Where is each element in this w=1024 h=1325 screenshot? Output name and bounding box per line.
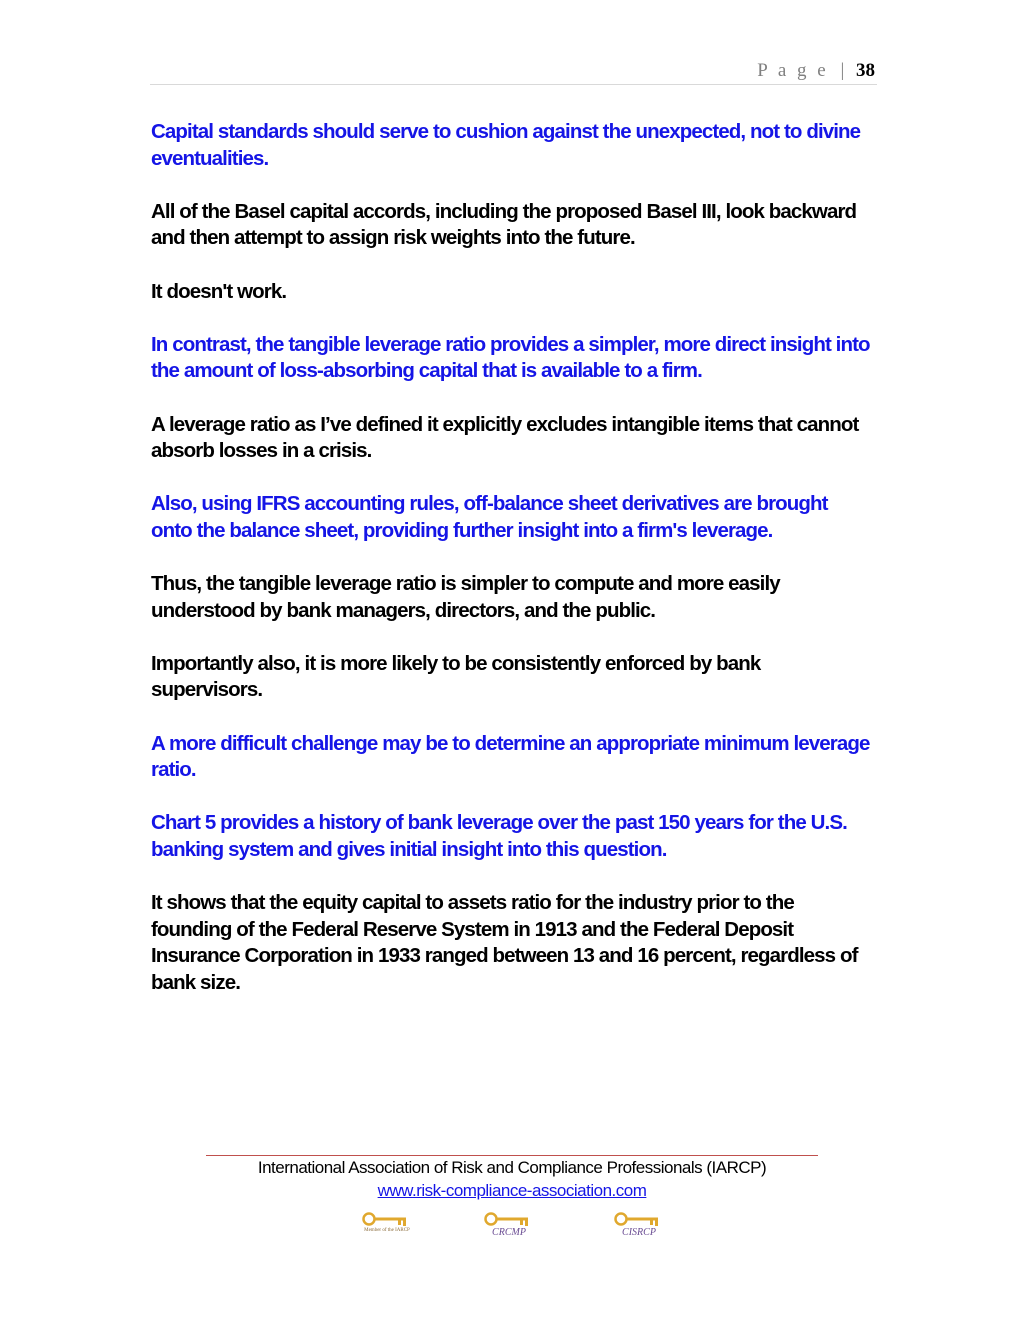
paragraph: It doesn't work. [151,279,287,303]
page-header [150,58,877,85]
logo-label: CISRCP [622,1227,656,1238]
page-number [757,60,875,82]
key-icon [484,1212,534,1228]
paragraph: All of the Basel capital accords, including the proposed Basel III, look backward and then attempt to assign risk weights into the future. [151,199,857,250]
page-number-value: 38 [856,60,875,81]
footer-website-link[interactable]: www.risk-compliance-association.com [377,1181,647,1200]
paragraph: Also, using IFRS accounting rules, off-balance sheet derivatives are brought onto the balance sheet, providing further insight into a firm's leverage. [151,492,828,542]
logo-label: CRCMP [492,1227,526,1238]
crcmp-logo [484,1212,534,1242]
iarcp-member-logo [362,1212,412,1242]
paragraph: A leverage ratio as I’ve defined it explicitly excludes intangible items that cannot absorb losses in a crisis. [151,412,859,463]
paragraph: Thus, the tangible leverage ratio is simpler to compute and more easily understood by bank managers, directors, and the public. [151,572,780,622]
page-label: P a g e [757,60,829,81]
paragraph: Importantly also, it is more likely to be consistently enforced by bank supervisors. [151,651,761,702]
logo-label: Member of the IARCP [364,1228,410,1233]
footer-organization: International Association of Risk and Compliance Professionals (IARCP) [257,1158,767,1177]
body-text [151,119,871,1023]
cisrcp-logo [614,1212,664,1242]
key-icon [362,1212,412,1228]
footer-divider [206,1155,818,1156]
key-icon [614,1212,664,1228]
paragraph: Chart 5 provides a history of bank leverage over the past 150 years for the U.S. banking system and gives initial insight into this question. [151,811,847,862]
page-separator: | [840,60,845,81]
paragraph: In contrast, the tangible leverage ratio provides a simpler, more direct insight into the amount of loss-absorbing capital that is available to a firm. [151,332,870,383]
paragraph: A more difficult challenge may be to determine an appropriate minimum leverage ratio. [151,731,870,782]
paragraph: Capital standards should serve to cushion against the unexpected, not to divine eventualities. [151,120,861,170]
paragraph: It shows that the equity capital to assets ratio for the industry prior to the founding of the Federal Reserve System in 1913 and the Federal Deposit Insurance Corporation in 1933 ranged between 13 and 16 percent, regardless of bank size. [151,891,858,994]
